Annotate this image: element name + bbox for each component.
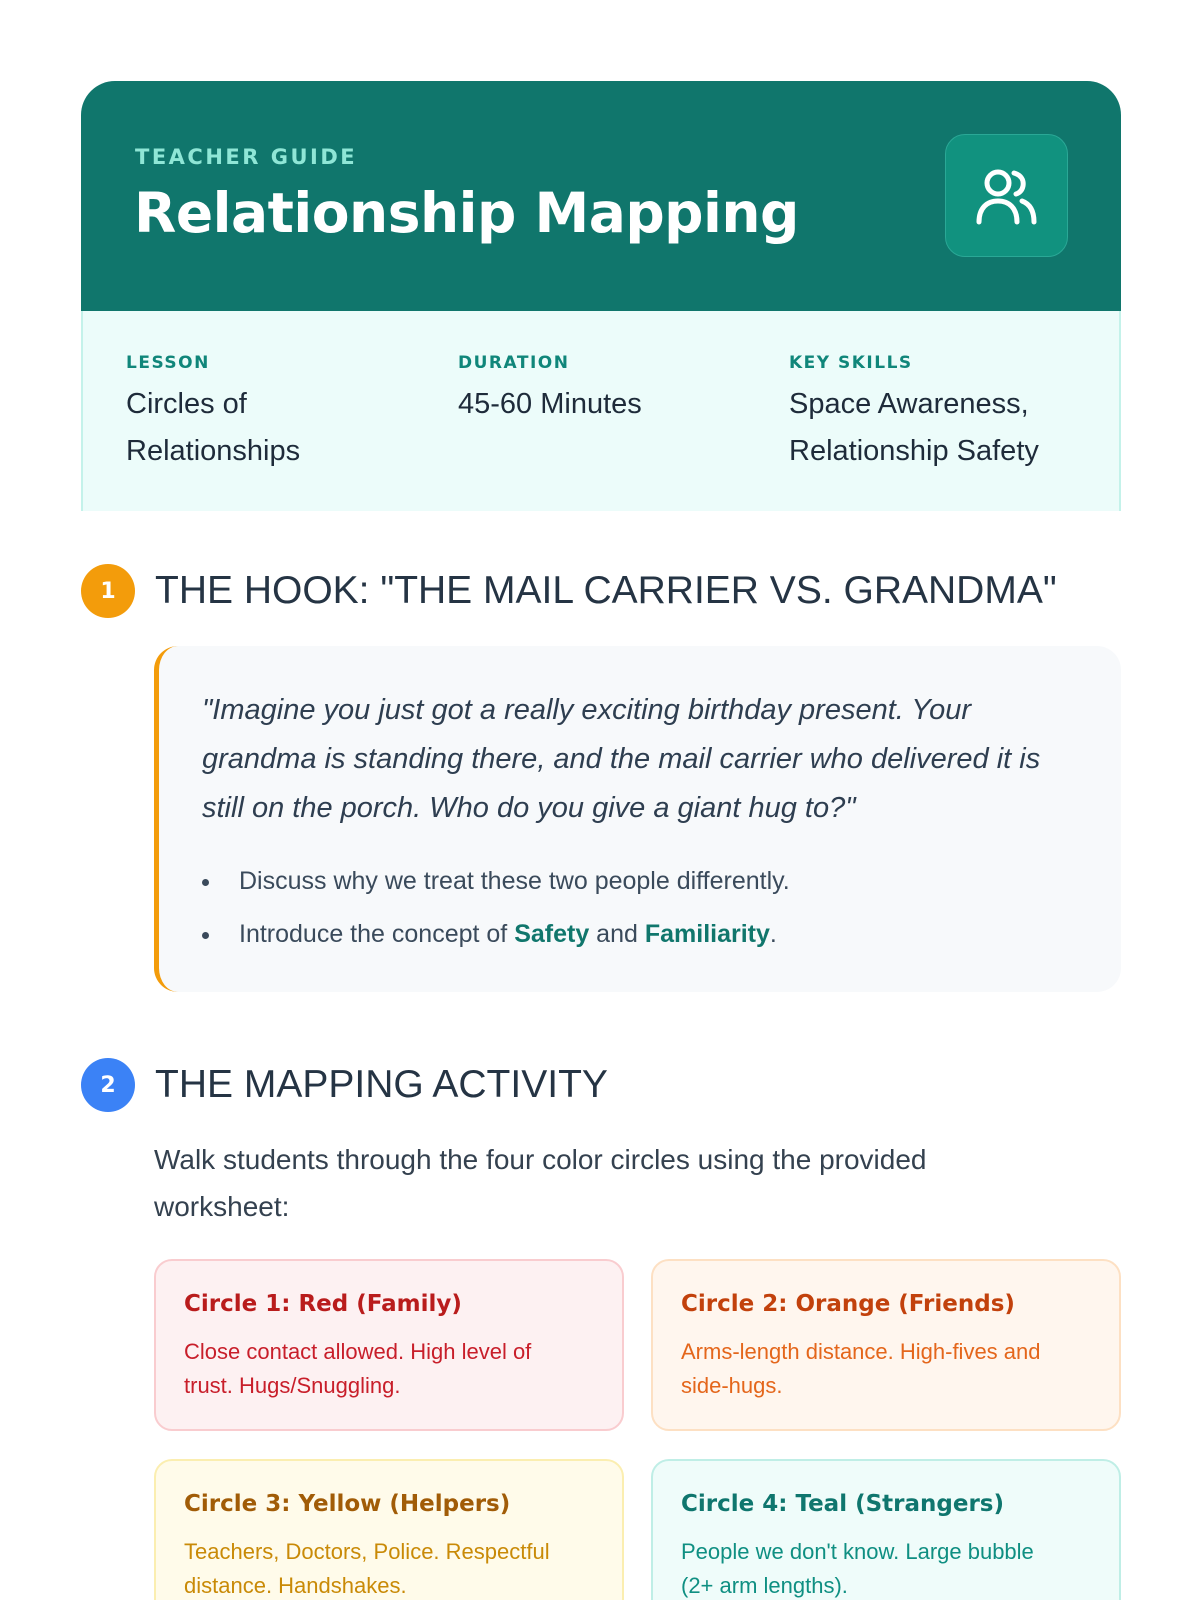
meta-duration (458, 353, 758, 428)
bullet-text: Introduce the concept of (239, 920, 515, 948)
section-heading-hook (81, 564, 1057, 618)
circle-line: trust. Hugs/Snuggling. (184, 1373, 401, 1398)
quote-line: still on the porch. Who do you give a giant hug to?" (202, 792, 856, 824)
section-heading-activity (81, 1058, 608, 1112)
section-number-badge: 1 (81, 564, 135, 618)
intro-line: worksheet: (154, 1191, 290, 1222)
meta-label: LESSON (126, 353, 210, 373)
circle-title: Circle 4: Teal (Strangers) (681, 1491, 1004, 1517)
lesson-meta (81, 311, 1121, 511)
circle-card-yellow (154, 1459, 624, 1600)
meta-key-skills (789, 353, 1089, 475)
meta-value-line: Space Awareness, (789, 388, 1029, 420)
meta-value-line: Circles of (126, 388, 247, 420)
section-number-badge: 2 (81, 1058, 135, 1112)
meta-label: DURATION (458, 353, 570, 373)
meta-value-line: Relationship Safety (789, 435, 1039, 467)
circle-title: Circle 1: Red (Family) (184, 1291, 462, 1317)
hook-bullet-list (199, 855, 1079, 961)
circle-line: distance. Handshakes. (184, 1573, 407, 1598)
quote-line: grandma is standing there, and the mail carrier who delivered it is (202, 743, 1041, 775)
meta-label: KEY SKILLS (789, 353, 913, 373)
hook-callout (154, 646, 1121, 992)
intro-line: Walk students through the four color circles using the provided (154, 1144, 927, 1175)
quote-line: "Imagine you just got a really exciting birthday present. Your (202, 694, 972, 726)
section-title: THE HOOK: "THE MAIL CARRIER VS. GRANDMA" (155, 569, 1057, 612)
circle-card-teal (651, 1459, 1121, 1600)
bullet-item (199, 908, 1079, 961)
bullet-text: . (769, 920, 777, 948)
meta-value (458, 381, 758, 428)
circle-card-red (154, 1259, 624, 1431)
circle-description (184, 1535, 594, 1600)
circle-line: Close contact allowed. High level of (184, 1339, 532, 1364)
meta-value (126, 381, 426, 475)
guide-header (81, 81, 1121, 311)
circle-line: side-hugs. (681, 1373, 783, 1398)
term-safety: Safety (514, 920, 590, 948)
activity-intro (154, 1136, 1054, 1230)
meta-lesson (126, 353, 426, 475)
circle-line: People we don't know. Large bubble (681, 1539, 1034, 1564)
circle-description (681, 1335, 1091, 1403)
circle-line: (2+ arm lengths). (681, 1573, 848, 1598)
header-eyebrow: TEACHER GUIDE (135, 145, 358, 169)
bullet-item: Discuss why we treat these two people differently. (199, 855, 1079, 908)
circle-card-orange (651, 1259, 1121, 1431)
term-familiarity: Familiarity (644, 920, 770, 948)
meta-value (789, 381, 1089, 475)
circle-line: Arms-length distance. High-fives and (681, 1339, 1041, 1364)
section-title: THE MAPPING ACTIVITY (155, 1063, 608, 1106)
users-icon (945, 134, 1068, 257)
meta-value-line: Relationships (126, 435, 301, 467)
hook-quote (202, 686, 1082, 833)
circle-title: Circle 2: Orange (Friends) (681, 1291, 1015, 1317)
page-title: Relationship Mapping (134, 181, 799, 245)
circle-description (184, 1335, 594, 1403)
meta-value-line: 45-60 Minutes (458, 388, 642, 420)
bullet-text: and (589, 920, 645, 948)
circle-line: Teachers, Doctors, Police. Respectful (184, 1539, 550, 1564)
circle-description (681, 1535, 1091, 1600)
circle-title: Circle 3: Yellow (Helpers) (184, 1491, 511, 1517)
